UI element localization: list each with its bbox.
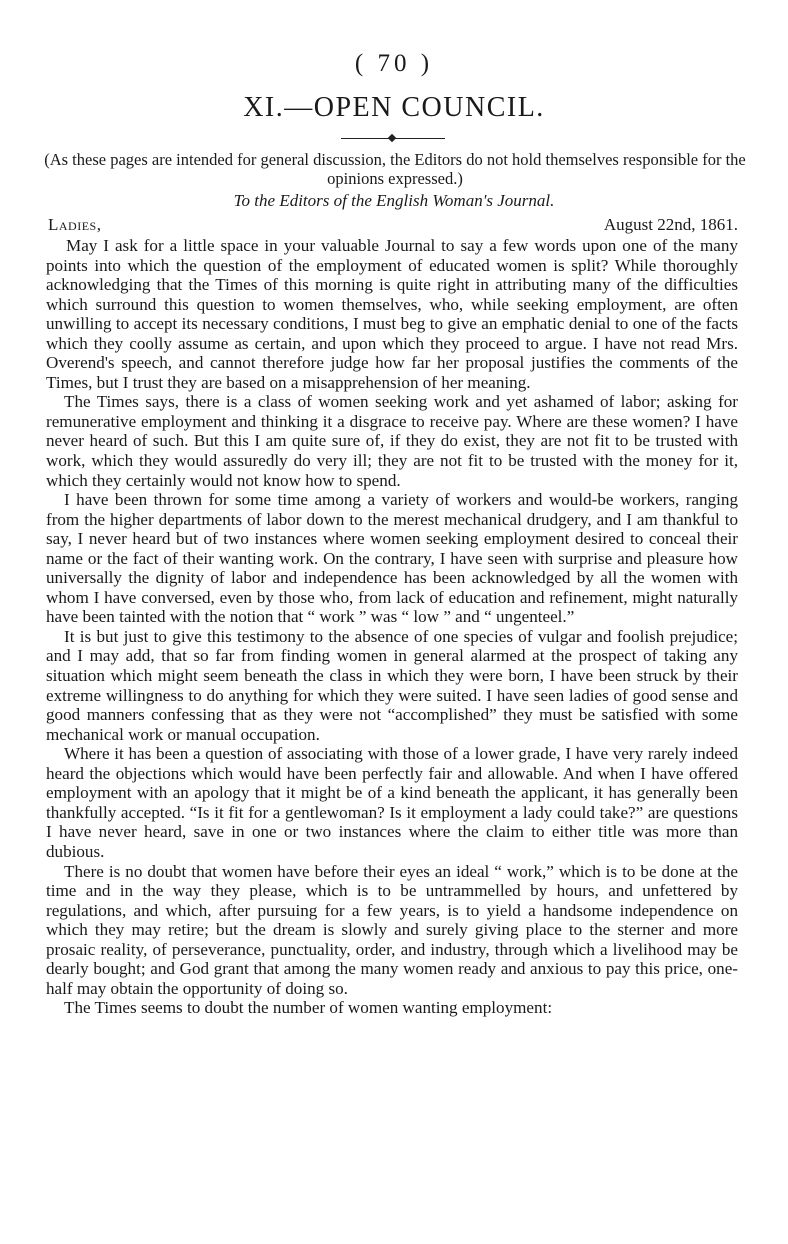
salutation-row: [48, 215, 738, 235]
paragraph: I have been thrown for some time among a variety of workers and would-be workers, ranging from the higher departments of labor down to the merest mechanical drudgery, and I am thankful to say, I never heard but of two instances where women seeking employment desired to conceal their name or the fact of their wanting work. On the contrary, I have seen with surprise and pleasure how universally the dignity of labor and independence has been acknowledged by all the women with whom I have conversed, even by those who, from lack of education and refinement, might naturally have been tainted with the notion that “ work ” was “ low ” and “ ungenteel.”: [46, 490, 738, 627]
letter-body: [46, 236, 738, 1018]
salutation: Ladies,: [48, 215, 102, 234]
section-title: XI.—OPEN COUNCIL.: [243, 92, 545, 123]
diamond-ornament-icon: [388, 134, 396, 142]
paragraph: The Times says, there is a class of women seeking work and yet ashamed of labor; asking for remunerative employment and thinking it a disgrace to receive pay. Where are these women? I have never heard of such. But this I am quite sure of, if they do exist, they are not fit to be trusted with work, which they would assuredly do very ill; they are not fit to be trusted with the money for it, which they certainly would not know how to spend.: [46, 392, 738, 490]
paragraph: It is but just to give this testimony to the absence of one species of vulgar and foolish prejudice; and I may add, that so far from finding women in general alarmed at the prospect of taking any situation which might seem beneath the class in which they were born, I have been struck by their extreme willingness to do anything for which they were suited. I have seen ladies of good sense and good manners confessing that as they were not “accomplished” they must be satisfied with some mechanical work or manual occupation.: [46, 626, 738, 744]
letter-addressee: To the Editors of the English Woman's Journal.: [233, 191, 555, 210]
paragraph: Where it has been a question of associating with those of a lower grade, I have very rarely indeed heard the objections which would have been perfectly fair and allowable. And when I have offered employment with an apology that it might be of a kind beneath the applicant, it has generally been thankfully accepted. “Is it fit for a gentlewoman? Is it employment a lady could take?” are questions I have never heard, save in one or two instances where the claim to either title was more than dubious.: [46, 744, 738, 861]
paragraph: The Times seems to doubt the number of women wanting employment:: [64, 998, 553, 1018]
paragraph: May I ask for a little space in your valuable Journal to say a few words upon one of the many points into which the question of the employment of educated women is split? While thoroughly acknowledging that the Times of this morning is quite right in attributing many of the difficulties which surround this question to women themselves, who, while seeking employment, are often unwilling to accept its necessary conditions, I must beg to give an emphatic denial to one of the facts which they coolly assume as certain, and upon which they proceed to argue. I have not read Mrs. Overend's speech, and cannot therefore judge how far her proposal justifies the comments of the Times, but I trust they are based on a misapprehension of her meaning.: [46, 236, 738, 392]
page-number: ( 70 ): [354, 50, 434, 77]
paragraph: There is no doubt that women have before their eyes an ideal “ work,” which is to be done at the time and in the way they please, which is to be untrammelled by hours, and unfettered by regulations, and which, after pursuing for a few years, is to yield a handsome independence on which they may retire; but the dream is slowly and surely giving place to the sterner and more prosaic reality, of perseverance, punctuality, order, and industry, through which a livelihood may be dearly bought; and God grant that among the many women ready and anxious to pay this price, one-half may obtain the opportunity of doing so.: [46, 861, 738, 998]
editorial-disclaimer: (As these pages are intended for general discussion, the Editors do not hold themselves responsible for the opinions expressed.): [44, 150, 746, 188]
letter-date: August 22nd, 1861.: [603, 215, 738, 234]
